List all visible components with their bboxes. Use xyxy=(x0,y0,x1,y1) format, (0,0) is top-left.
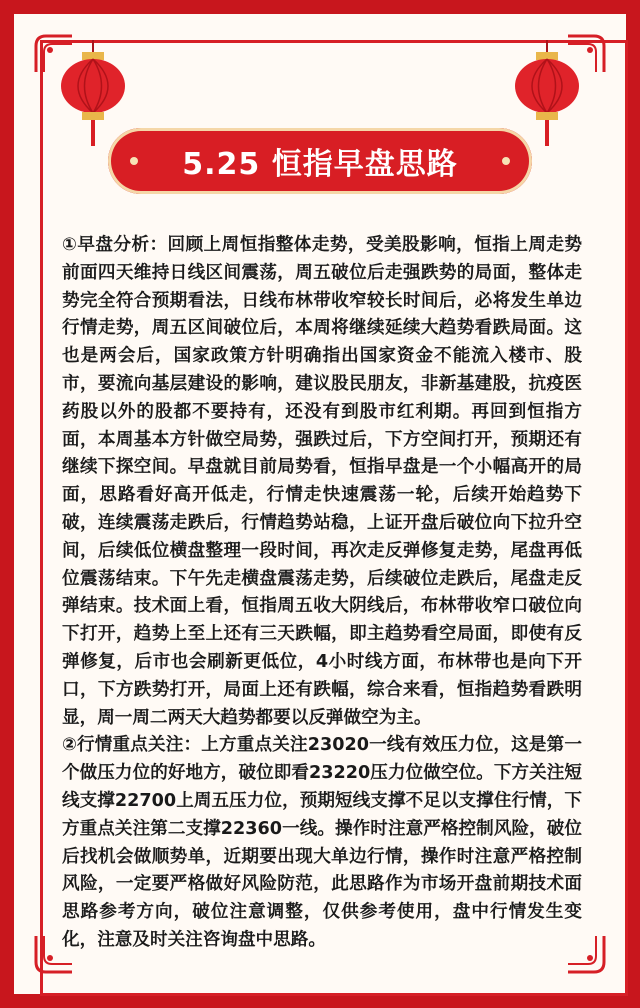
title-banner xyxy=(108,128,532,194)
lantern-icon xyxy=(58,40,128,150)
paragraph-morning-analysis: ①早盘分析：回顾上周恒指整体走势，受美股影响，恒指上周走势前面四天维持日线区间震荡，周五破位后走强跌势的局面，整体走势完全符合预期看法，日线布林带收窄较长时间后，必将发生单边行情走势，周五区间破位后，本周将继续延续大趋势看跌局面。这也是两会后，国家政策方针明确指出国家资金不能流入楼市、股市，要流向基层建设的影响，建议股民朋友，非新基建股，抗疫医药股以外的股都不要持有，还没有到股市红利期。再回到恒指方面，本周基本方针做空局势，强跌过后，下方空间打开，预期还有继续下探空间。早盘就目前局势看，恒指早盘是一个小幅高开的局面，思路看好高开低走，行情走快速震荡一轮，后续开始趋势下破，连续震荡走跌后，行情趋势站稳，上证开盘后破位向下拉升空间，后续低位横盘整理一段时间，再次走反弹修复走势，尾盘再低位震荡结束。下午先走横盘震荡走势，后续破位走跌后，尾盘走反弹结束。技术面上看，恒指周五收大阴线后，布林带收窄口破位向下打开，趋势上至上还有三天跌幅，即主趋势看空局面，即使有反弹修复，后市也会刷新更低位，4小时线方面，布林带也是向下开口，下方跌势打开，局面上还有跌幅，综合来看，恒指趋势看跌明显，周一周二两天大趋势都要以反弹做空为主。 xyxy=(62,235,582,728)
lantern-icon xyxy=(512,40,582,150)
article-body xyxy=(62,232,582,955)
page-title: 5.25 恒指早盘思路 xyxy=(182,147,458,182)
paragraph-key-levels: ②行情重点关注：上方重点关注23020一线有效压力位，这是第一个做压力位的好地方，破位即看23220压力位做空位。下方关注短线支撑22700上周五压力位，预期短线支撑不足以支撑住行情，下方重点关注第二支撑22360一线。操作时注意严格控制风险，破位后找机会做顺势单，近期要出现大单边行情，操作时注意严格控制风险，一定要严格做好风险防范，此思路作为市场开盘前期技术面思路参考方向，破位注意调整，仅供参考使用，盘中行情发生变化，注意及时关注咨询盘中思路。 xyxy=(62,735,582,950)
